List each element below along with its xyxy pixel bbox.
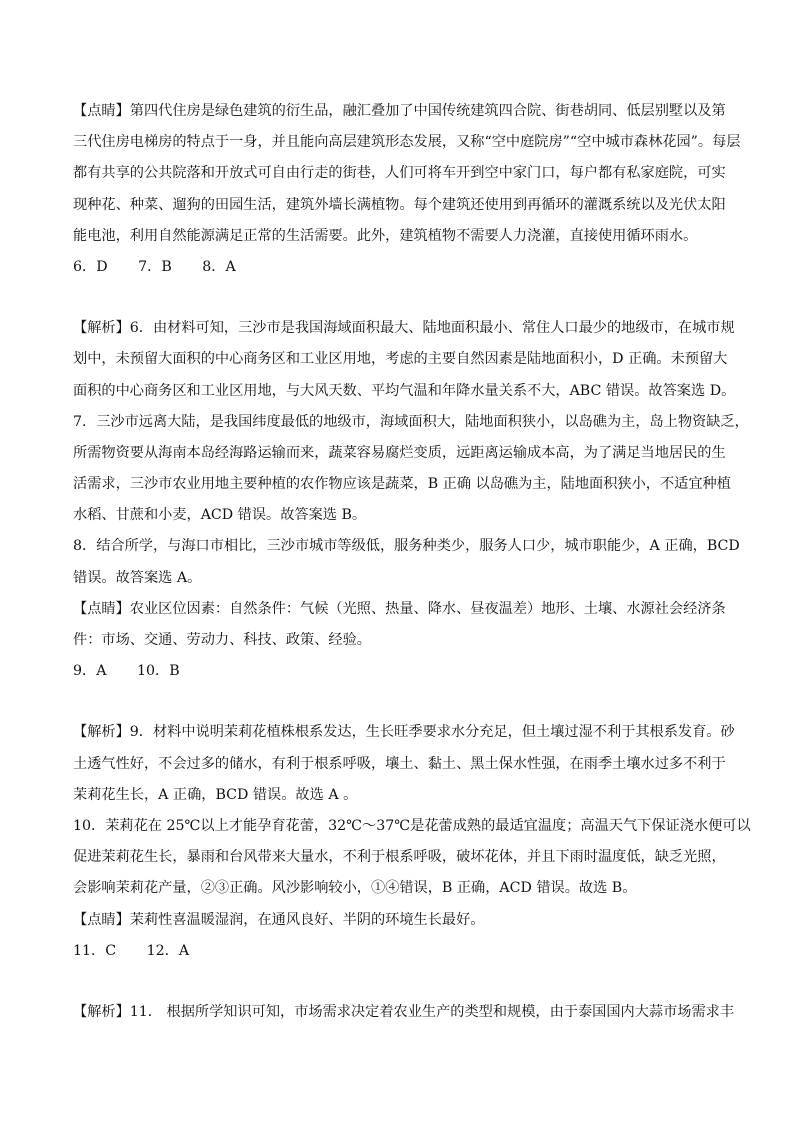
text-line: 面积的中心商务区和工业区用地，与大风天数、平均气温和年降水量关系不大，ABC 错误。故答案选 D。 bbox=[73, 382, 736, 399]
answer-8: 8．A bbox=[202, 258, 236, 275]
text-line: 都有共享的公共院落和开放式可自由行走的街巷，人们可将车开到空中家门口，每户都有私家庭院，可实 bbox=[73, 165, 726, 182]
text-line: 所需物资要从海南本岛经海路运输而来，蔬菜容易腐烂变质，远距离运输成本高，为了满足当地居民的生 bbox=[73, 444, 726, 461]
text-line: 茉莉花生长，A 正确，BCD 错误。故选 A 。 bbox=[73, 786, 358, 803]
spacer bbox=[73, 283, 723, 313]
text-line: 会影响茉莉花产量，②③正确。风沙影响较小，①④错误，B 正确，ACD 错误。故选 B。 bbox=[73, 880, 637, 897]
text-line: 【点睛】农业区位因素：自然条件：气候（光照、热量、降水、昼夜温差）地形、土壤、水源社会经济条 bbox=[73, 600, 726, 617]
text-line: 【解析】6．由材料可知，三沙市是我国海域面积最大、陆地面积最小、常住人口最少的地级市，在城市规 bbox=[73, 320, 735, 337]
text-line: 【解析】11． 根据所学知识可知，市场需求决定着农业生产的类型和规模，由于泰国国内大蒜市场需求丰 bbox=[73, 1003, 735, 1020]
text-line: 现种花、种菜、遛狗的田园生活，建筑外墙长满植物。每个建筑还使用到再循环的灌溉系统以及光伏太阳 bbox=[73, 196, 726, 213]
text-line: 水稻、甘蔗和小麦，ACD 错误。故答案选 B。 bbox=[73, 507, 367, 524]
answer-7: 7．B bbox=[138, 258, 172, 275]
answer-line-9-10 bbox=[73, 656, 723, 687]
answer-line-6-8 bbox=[73, 252, 723, 283]
text-line: 土透气性好，不会过多的储水，有利于根系呼吸，壤土、黏土、黑土保水性强，在雨季土壤水过多不利于 bbox=[73, 755, 726, 772]
answer-12: 12．A bbox=[146, 942, 190, 959]
jiexi-paragraph-6-8 bbox=[73, 313, 749, 656]
spacer bbox=[73, 967, 723, 997]
text-line: 错误。故答案选 A。 bbox=[73, 569, 202, 586]
text-line: 【点睛】茉莉性喜温暖湿润，在通风良好、半阴的环境生长最好。 bbox=[73, 911, 485, 928]
text-line: 促进茉莉花生长，暴雨和台风带来大量水，不利于根系呼吸，破坏花体，并且下雨时温度低，缺乏光照， bbox=[73, 849, 726, 866]
jiexi-paragraph-11-12 bbox=[73, 997, 735, 1028]
text-line: 三代住房电梯房的特点于一身，并且能向高层建筑形态发展，又称“空中庭院房”“空中城市森林花园”。每层 bbox=[73, 134, 741, 151]
text-line: 活需求，三沙市农业用地主要种植的农作物应该是蔬菜，B 正确 以岛礁为主，陆地面积狭小，不适宜种植 bbox=[73, 476, 731, 493]
document-content bbox=[73, 96, 751, 1028]
text-line: 【解析】9．材料中说明茉莉花植株根系发达，生长旺季要求水分充足，但土壤过湿不利于其根系发育。砂 bbox=[73, 724, 735, 741]
answer-10: 10．B bbox=[136, 663, 180, 680]
text-line: 7．三沙市远离大陆，是我国纬度最低的地级市，海域面积大，陆地面积狭小，以岛礁为主，岛上物资缺乏， bbox=[73, 413, 749, 430]
text-line: 划中，未预留大面积的中心商务区和工业区用地，考虑的主要自然因素是陆地面积小，D 正确。未预留大 bbox=[73, 351, 728, 368]
answer-line-11-12 bbox=[73, 936, 723, 967]
text-line: 【点睛】第四代住房是绿色建筑的衍生品，融汇叠加了中国传统建筑四合院、街巷胡同、低层别墅以及第 bbox=[73, 103, 726, 119]
answer-9: 9．A bbox=[73, 663, 107, 680]
jiexi-paragraph-9-10 bbox=[73, 717, 751, 935]
text-line: 件：市场、交通、劳动力、科技、政策、经验。 bbox=[73, 632, 371, 648]
answer-11: 11．C bbox=[73, 942, 117, 959]
text-line: 能电池，利用自然能源满足正常的生活需要。此外，建筑植物不需要人力浇灌，直接使用循环雨水。 bbox=[73, 227, 698, 244]
spacer bbox=[73, 687, 723, 717]
text-line: 10．茉莉花在 25℃以上才能孕育花蕾，32℃～37℃是花蕾成熟的最适宜温度；高温天气下保证浇水便可以 bbox=[73, 817, 751, 834]
text-line: 8．结合所学，与海口市相比，三沙市城市等级低，服务种类少，服务人口少，城市职能少，A 正确，BCD bbox=[73, 538, 740, 555]
answer-6: 6．D bbox=[73, 258, 108, 275]
dianjing-paragraph-1 bbox=[73, 96, 741, 252]
